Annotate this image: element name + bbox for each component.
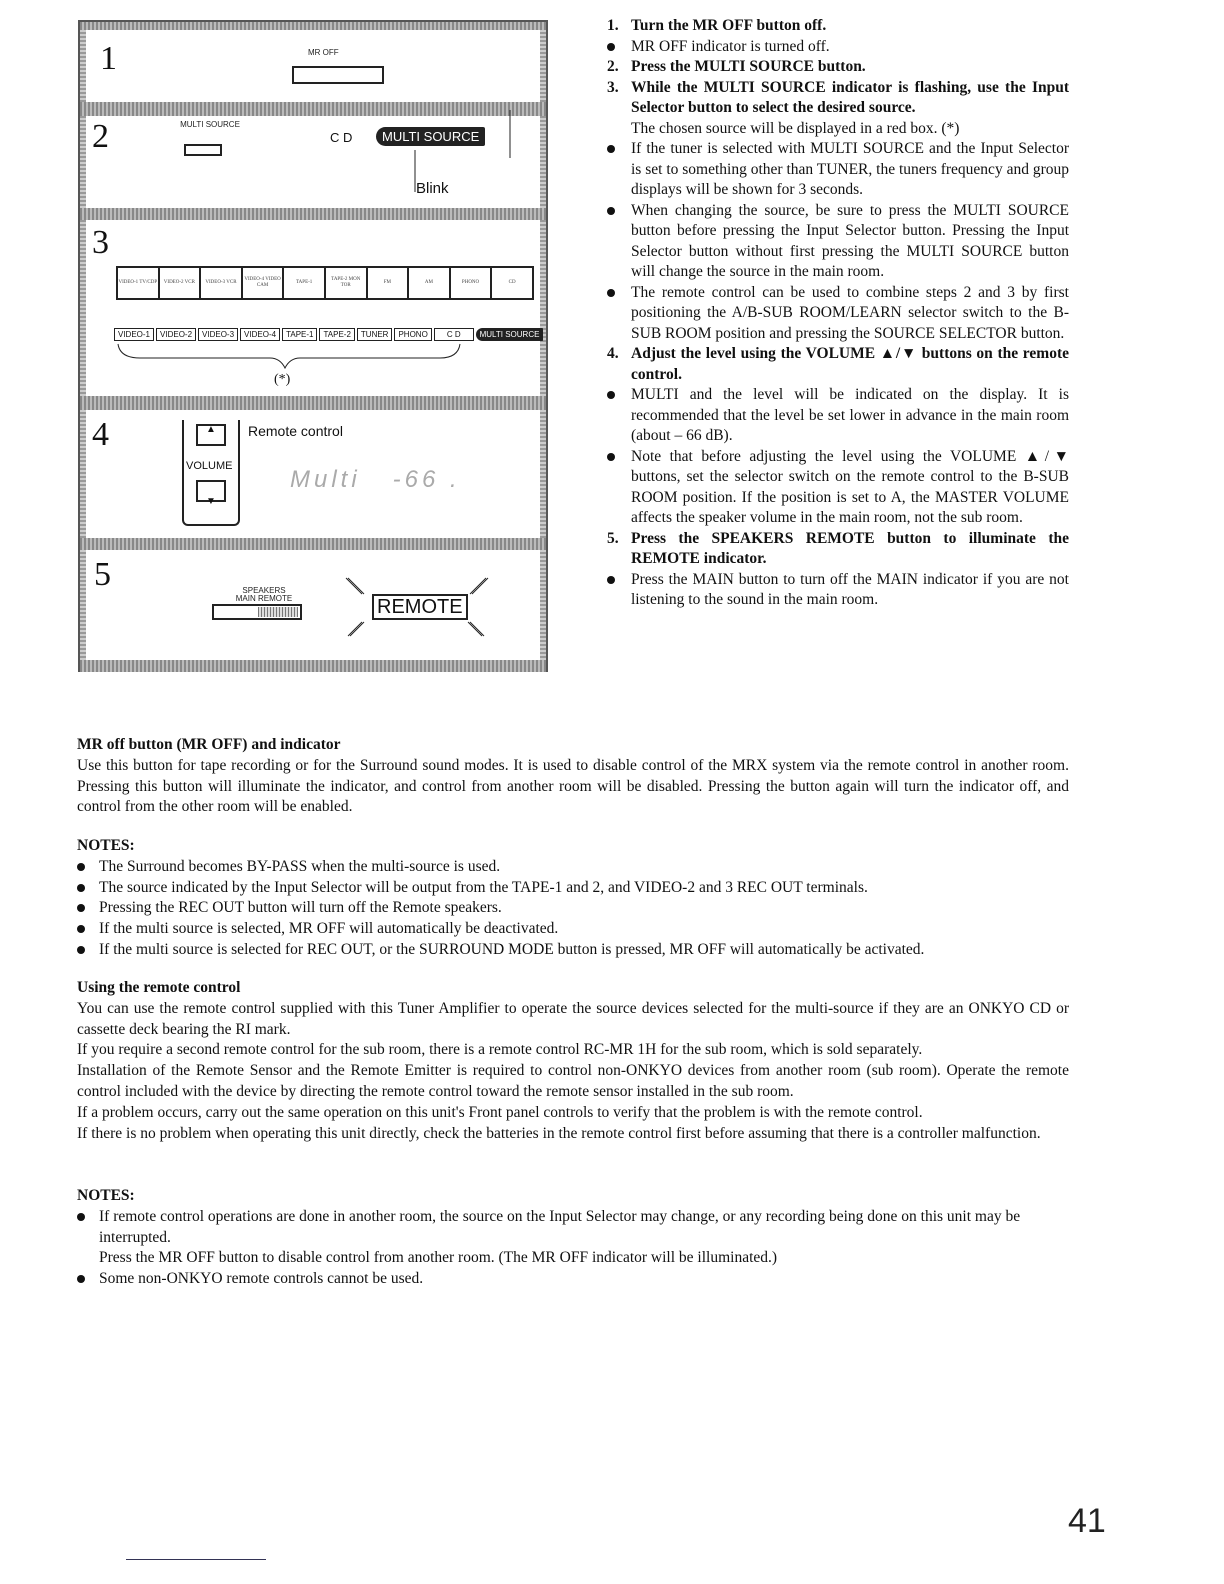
bullet-icon (607, 289, 615, 297)
volume-up-button[interactable]: ▲ (196, 424, 226, 446)
section-paragraph: Installation of the Remote Sensor and the Remote Emitter is required to control non-ONKYO devices from another room (sub room). Operate the remote control included with the device by directing the remote control toward the remote sensor installed in the sub room. (77, 1062, 1069, 1100)
step-bullet: When changing the source, be sure to press the MULTI SOURCE button before pressing the Input Selector button. Pressing the Input Selector button without first pressing the MULTI SOURCE button will change the source in the main room. (607, 201, 1069, 283)
selector-button-phono[interactable]: PHONO (451, 268, 493, 298)
step-note: The chosen source will be displayed in a red box. (*) (631, 119, 960, 137)
bullet-icon (607, 43, 615, 51)
page-number: 41 (1068, 1502, 1106, 1540)
bullet-icon (77, 884, 85, 892)
asterisk-note: (*) (274, 372, 291, 387)
instruction-figure (78, 20, 548, 672)
source-video2: VIDEO-2 (156, 328, 196, 341)
selector-button-video2[interactable]: VIDEO-2 VCR (160, 268, 202, 298)
step-item: 2. Press the MULTI SOURCE button. (607, 58, 866, 75)
notes-section (77, 836, 1069, 961)
speakers-label: SPEAKERS (242, 586, 286, 595)
volume-label: VOLUME (186, 460, 233, 472)
step-3-number: 3 (92, 224, 109, 261)
section-paragraph: If a problem occurs, carry out the same operation on this unit's Front panel controls to verify that the problem is with the remote control. (77, 1103, 923, 1121)
section-heading: Using the remote control (77, 979, 241, 996)
selector-button-video1[interactable]: VIDEO-1 TV/CDP (118, 268, 160, 298)
step-4-number: 4 (92, 416, 109, 453)
step-bullet: Note that before adjusting the level using the VOLUME ▲/▼ buttons, set the selector switch on the remote control to the B-SUB ROOM position. If the position is set to A, the MASTER VOLUME affects the speaker volume in the main room, not the sub room. (607, 447, 1069, 529)
selector-button-am[interactable]: AM (409, 268, 451, 298)
step-bullet: The remote control can be used to combine steps 2 and 3 by first positioning the A/B-SUB ROOM/LEARN selector switch to the B-SUB ROOM position and pressing the SOURCE SELECTOR button. (607, 283, 1069, 345)
lcd-multi-level: Multi -66 . (290, 466, 461, 493)
multi-source-indicator: MULTI SOURCE (376, 127, 485, 146)
remote-indicator: REMOTE (372, 594, 468, 620)
selector-button-tape2[interactable]: TAPE-2 MON TOR (326, 268, 368, 298)
multi-source-label: MULTI SOURCE (180, 120, 240, 129)
source-phono: PHONO (394, 328, 431, 341)
step-bullet: Press the MAIN button to turn off the MAIN indicator if you are not listening to the sound in the main room. (607, 570, 1069, 611)
step-bullet: If the tuner is selected with MULTI SOURCE and the Input Selector is set to something other than TUNER, the tuners frequency and group displays will be shown for 3 seconds. (607, 139, 1069, 201)
remote-control-label: Remote control (248, 423, 343, 439)
bullet-icon (77, 946, 85, 954)
source-video4: VIDEO-4 (240, 328, 280, 341)
volume-down-button[interactable]: ▼ (196, 480, 226, 502)
mr-off-section (77, 735, 1069, 818)
source-cd: C D (434, 328, 474, 341)
mr-off-label: MR OFF (308, 48, 339, 57)
step-5-number: 5 (94, 556, 111, 593)
list-item: If the multi source is selected for REC OUT, or the SURROUND MODE button is pressed, MR OFF will automatically be activated. (77, 940, 1069, 961)
notes-heading: NOTES: (77, 1187, 135, 1204)
bullet-icon (77, 904, 85, 912)
selector-button-fm[interactable]: FM (368, 268, 410, 298)
step-item: 4. Adjust the level using the VOLUME ▲/▼ buttons on the remote control. (607, 345, 1069, 383)
bullet-icon (607, 207, 615, 215)
step-item: 1. Turn the MR OFF button off. (607, 17, 827, 34)
bullet-icon (77, 1213, 85, 1221)
remote-indicator-rays (80, 22, 550, 672)
step-bullet: MR OFF indicator is turned off. (607, 37, 1069, 58)
list-item: The Surround becomes BY-PASS when the multi-source is used. (77, 857, 1069, 878)
step-2-number: 2 (92, 118, 109, 155)
selector-button-tape1[interactable]: TAPE-1 (284, 268, 326, 298)
selector-button-video3[interactable]: VIDEO-3 VCR (201, 268, 243, 298)
figure-divider (80, 660, 546, 672)
footer-rule (126, 1559, 266, 1560)
section-body: Use this button for tape recording or for the Surround sound modes. It is used to disable control of the MRX system via the remote control in another room. Pressing this button will illuminate the indicator, and control from another room will be disabled. Pressing the button again will turn the indicator off, and control from the other room will be enabled. (77, 756, 1069, 816)
selector-button-video4[interactable]: VIDEO-4 VIDEO CAM (243, 268, 285, 298)
section-paragraph: You can use the remote control supplied with this Tuner Amplifier to operate the source devices selected for the multi-source if they are an ONKYO CD or cassette deck bearing the RI mark. (77, 999, 1069, 1038)
list-item: Some non-ONKYO remote controls cannot be used. (77, 1269, 1069, 1290)
lcd-cd-text: C D (330, 130, 353, 145)
step-item: 5. Press the SPEAKERS REMOTE button to illuminate the REMOTE indicator. (607, 529, 1069, 567)
list-item-continued: Press the MR OFF button to disable control from another room. (The MR OFF indicator will be illuminated.) (99, 1249, 778, 1267)
step-bullet: MULTI and the level will be indicated on the display. It is recommended that the level be set lower in advance in the main room (about – 66 dB). (607, 385, 1069, 447)
list-item: The source indicated by the Input Selector will be output from the TAPE-1 and 2, and VIDEO-2 and 3 REC OUT terminals. (77, 878, 1069, 899)
bullet-icon (77, 863, 85, 871)
section-heading: MR off button (MR OFF) and indicator (77, 736, 341, 753)
speakers-sub-label: MAIN REMOTE (235, 594, 293, 603)
list-item: If remote control operations are done in another room, the source on the Input Selector may change, or any recording being done on this unit may be interrupted. (77, 1207, 1069, 1249)
blink-label: Blink (416, 180, 449, 197)
list-item: Pressing the REC OUT button will turn off the Remote speakers. (77, 898, 1069, 919)
step-instructions (607, 16, 1069, 611)
bullet-icon (607, 145, 615, 153)
bullet-icon (607, 453, 615, 461)
notes-heading: NOTES: (77, 837, 135, 854)
section-paragraph: If you require a second remote control for the sub room, there is a remote control RC-MR 1H for the sub room, which is sold separately. (77, 1041, 923, 1059)
remote-control-section (77, 978, 1069, 1144)
source-tape1: TAPE-1 (282, 328, 317, 341)
source-video3: VIDEO-3 (198, 328, 238, 341)
bullet-icon (607, 391, 615, 399)
step-item: 3. While the MULTI SOURCE indicator is flashing, use the Input Selector button to select the desired source. (607, 78, 1069, 116)
notes-section (77, 1186, 1069, 1290)
source-multi-source-active: MULTI SOURCE (476, 328, 544, 341)
source-tape2: TAPE-2 (319, 328, 354, 341)
bullet-icon (77, 925, 85, 933)
section-paragraph: If there is no problem when operating this unit directly, check the batteries in the remote control first before assuming that there is a controller malfunction. (77, 1124, 1041, 1142)
bullet-icon (607, 576, 615, 584)
step-1-number: 1 (100, 40, 117, 77)
source-video1: VIDEO-1 (114, 328, 154, 341)
source-tuner: TUNER (357, 328, 393, 341)
selector-button-cd[interactable]: CD (508, 280, 516, 285)
list-item: If the multi source is selected, MR OFF will automatically be deactivated. (77, 919, 1069, 940)
bullet-icon (77, 1275, 85, 1283)
